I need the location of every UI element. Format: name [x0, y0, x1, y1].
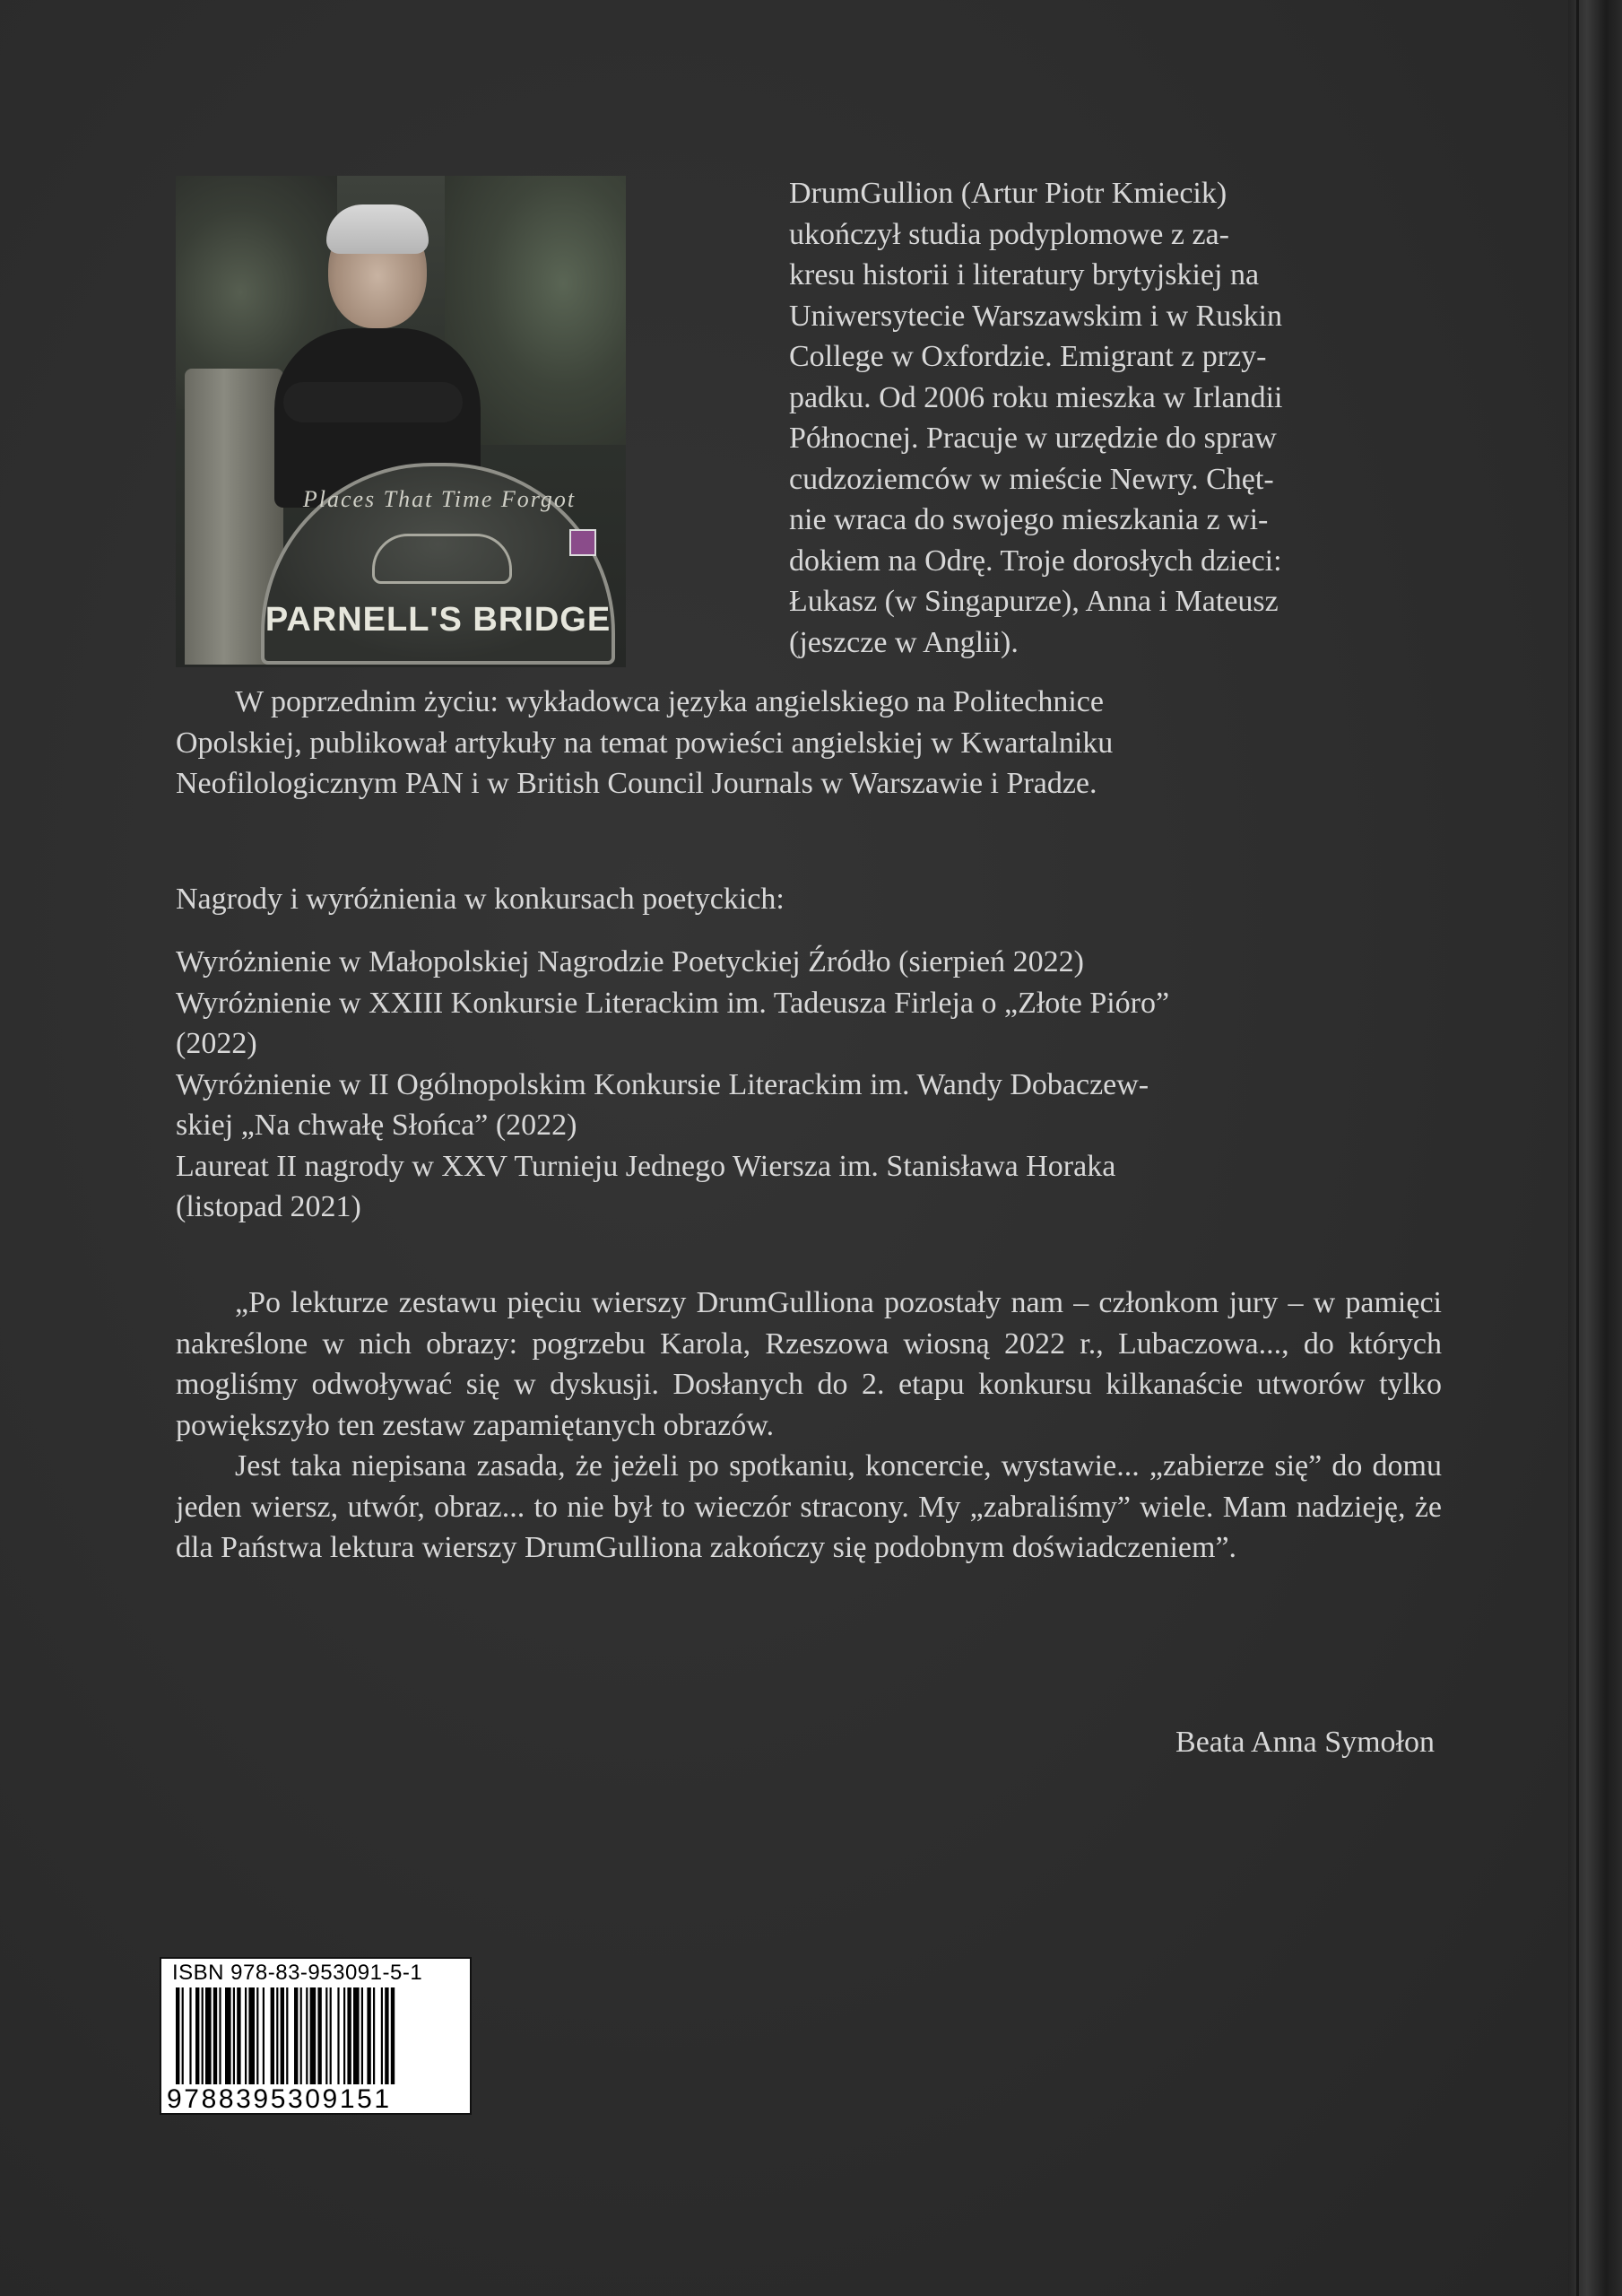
barcode-bar — [176, 1987, 179, 2084]
barcode-bar — [373, 1987, 375, 2084]
author-bio — [789, 173, 1439, 663]
sign-top-text: Places That Time Forgot — [302, 486, 577, 512]
spine-edge — [1576, 0, 1579, 2296]
barcode-bar — [213, 1987, 217, 2084]
sign-car-emblem — [372, 534, 512, 584]
quote-paragraph: „Po lekturze zestawu pięciu wierszy DrumGulliona pozostały nam – członkom jury – w pamięci nakreślone w nich obrazy: pogrzebu Karola, Rzeszowa wiosną 2022 r., Lubaczowa..., do których mogliśmy odwoływać się w dyskusji. Dosłanych do 2. etapu konkursu kilkanaście utworów tylko powiększyło ten zestaw zapamiętanych obrazów. — [176, 1286, 1442, 1442]
awards-list — [176, 942, 1442, 1228]
barcode-bar — [300, 1987, 302, 2084]
photo-author-hair — [326, 204, 429, 254]
barcode-bar — [347, 1987, 351, 2084]
bio-line: Północnej. Pracuje w urzędzie do spraw — [789, 422, 1277, 455]
isbn-barcode — [160, 1957, 472, 2115]
bio-line: nie wraca do swojego mieszkania z wi- — [789, 503, 1269, 536]
sign-main-text: PARNELL'S BRIDGE — [265, 601, 612, 639]
award-line: (listopad 2021) — [176, 1190, 361, 1223]
bio-line: Łukasz (w Singapurze), Anna i Mateusz — [789, 585, 1279, 618]
barcode-bar — [189, 1987, 191, 2084]
bio-line: cudzoziemców w mieście Newry. Chęt- — [789, 462, 1274, 496]
barcode-bar — [286, 1987, 288, 2084]
barcode-bar — [391, 1987, 395, 2084]
bio-line: W poprzednim życiu: wykładowca języka angielskiego na Politechnice — [235, 685, 1104, 718]
quote-paragraph: Jest taka niepisana zasada, że jeżeli po spotkaniu, koncercie, wystawie... „zabierze się” do domu jeden wiersz, utwór, obraz... to nie był to wieczór stracony. My „zabraliśmy” wiele. Mam nadzieję, że dla Państwa lektura wierszy DrumGulliona zakończy się podobnym doświadczeniem”. — [176, 1449, 1442, 1564]
barcode-bar — [281, 1987, 284, 2084]
jury-quote — [176, 1283, 1442, 1569]
barcode-bar — [330, 1987, 332, 2084]
bio-line: dokiem na Odrę. Troje dorosłych dzieci: — [789, 544, 1282, 578]
bio-line: Uniwersytecie Warszawskim i w Ruskin — [789, 299, 1282, 333]
barcode-bar — [337, 1987, 339, 2084]
awards-heading: Nagrody i wyróżnienia w konkursach poetyckich: — [176, 883, 785, 916]
barcode-digits: 9788395309151 — [167, 2084, 392, 2114]
barcode-bar — [225, 1987, 231, 2084]
barcode-bar — [353, 1987, 360, 2084]
photo-sign — [261, 463, 615, 665]
barcode-bar — [385, 1987, 388, 2084]
barcode-bar — [367, 1987, 370, 2084]
barcode-bar — [317, 1987, 321, 2084]
barcode-bar — [271, 1987, 274, 2084]
barcode-bar — [276, 1987, 278, 2084]
barcode-bar — [248, 1987, 255, 2084]
barcode-bars — [176, 1987, 459, 2086]
award-line: Wyróżnienie w XXIII Konkursie Literackim im. Tadeusza Firleja o „Złote Pióro” — [176, 986, 1170, 1020]
barcode-bar — [202, 1987, 204, 2084]
barcode-bar — [245, 1987, 247, 2084]
barcode-bar — [361, 1987, 363, 2084]
award-line: (2022) — [176, 1027, 257, 1060]
barcode-bar — [325, 1987, 327, 2084]
sign-badge — [569, 529, 596, 556]
barcode-bar — [233, 1987, 235, 2084]
barcode-bar — [294, 1987, 298, 2084]
barcode-bar — [256, 1987, 258, 2084]
barcode-bar — [381, 1987, 383, 2084]
barcode-bar — [263, 1987, 265, 2084]
isbn-label: ISBN 978-83-953091-5-1 — [172, 1961, 423, 1985]
bio-line: ukończył studia podyplomowe z za- — [789, 217, 1229, 251]
barcode-bar — [182, 1987, 184, 2084]
bio-line: kresu historii i literatury brytyjskiej na — [789, 258, 1260, 291]
author-photo — [176, 176, 626, 667]
award-line: skiej „Na chwałę Słońca” (2022) — [176, 1109, 577, 1142]
barcode-bar — [310, 1987, 317, 2084]
bio-line: DrumGullion (Artur Piotr Kmiecik) — [789, 177, 1227, 210]
barcode-bar — [343, 1987, 345, 2084]
award-line: Wyróżnienie w II Ogólnopolskim Konkursie Literackim im. Wandy Dobaczew- — [176, 1067, 1149, 1101]
award-line: Wyróżnienie w Małopolskiej Nagrodzie Poetyckiej Źródło (sierpień 2022) — [176, 945, 1084, 978]
bio-line: Neofilologicznym PAN i w British Council Journals w Warszawie i Pradze. — [176, 767, 1097, 800]
photo-author-arms — [283, 382, 463, 422]
barcode-bar — [219, 1987, 221, 2084]
barcode-bar — [237, 1987, 240, 2084]
bio-line: padku. Od 2006 roku mieszka w Irlandii — [789, 380, 1283, 414]
barcode-bar — [195, 1987, 199, 2084]
barcode-bar — [205, 1987, 212, 2084]
quote-signature: Beata Anna Symołon — [1175, 1726, 1435, 1759]
award-line: Laureat II nagrody w XXV Turnieju Jednego Wiersza im. Stanisława Horaka — [176, 1149, 1116, 1183]
bio-line: (jeszcze w Anglii). — [789, 625, 1019, 659]
author-previous-life — [176, 682, 1442, 804]
barcode-bar — [306, 1987, 308, 2084]
bio-line: Opolskiej, publikował artykuły na temat powieści angielskiej w Kwartalniku — [176, 726, 1114, 760]
bio-line: College w Oxfordzie. Emigrant z przy- — [789, 340, 1267, 373]
